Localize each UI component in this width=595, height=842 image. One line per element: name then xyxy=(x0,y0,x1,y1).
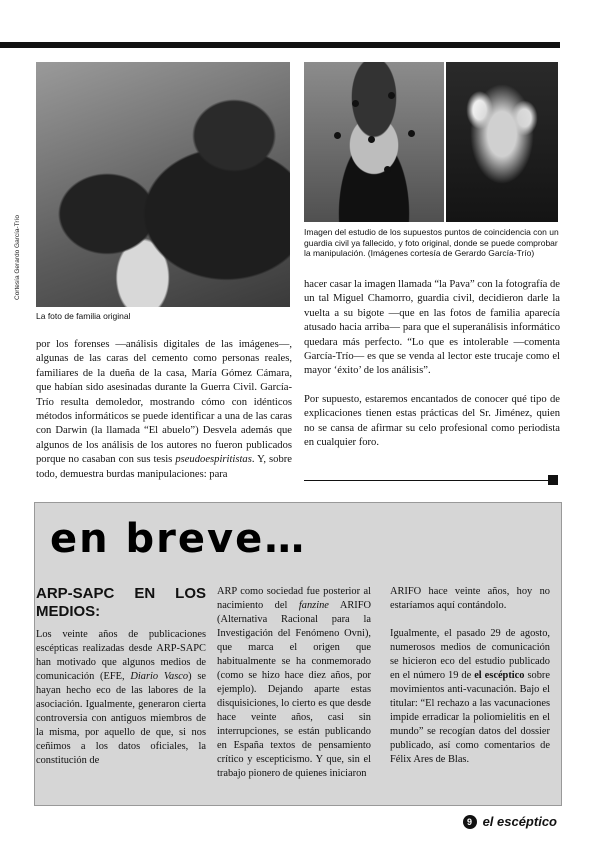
caption-study-images: Imagen del estudio de los supuestos puntos de coincidencia con un guardia civil ya fallecido, y foto original, donde se puede comprobar la manipulación. (Imágenes cortesía de Gerardo García-Trío) xyxy=(304,227,559,258)
paragraph-text: por los forenses —análisis digitales de las imágenes—, algunas de las caras del cemento como personas reales, familiares de la dueña de la casa, María Gómez Cámara, que habían sido asesinadas durante la Guerra Civil. García-Trío resulta demoledor, mostrando cómo con idénticos métodos informáticos se puede identificar a una de las caras con Darwin (la llamada “El abuelo”) Desvela además que algunos de los análisis de los autores no fueron publicados porque no casaban con sus tesis xyxy=(36,339,292,466)
coincidence-point xyxy=(384,166,391,173)
coincidence-point xyxy=(388,92,395,99)
brief-column-3 xyxy=(390,585,550,767)
caption-family-photo: La foto de familia original xyxy=(36,311,131,321)
emphasis-text: pseudoespiritistas xyxy=(175,454,252,466)
family-photo xyxy=(36,62,290,307)
brief-paragraph: ARIFO hace veinte años, hoy no estaríamos aquí contándolo. xyxy=(390,586,550,611)
photo-credit: Cortesía Gerardo García-Trío xyxy=(14,214,21,300)
article-end-rule xyxy=(304,480,548,481)
magazine-name-strong: el escéptico xyxy=(474,670,525,681)
paragraph-text: Los veinte años de publicaciones escépticas realizadas desde ARP-SAPC han motivado que algunos medios de comunicación (EFE, xyxy=(36,629,206,682)
paragraph-text: . Y, sobre todo, demuestra burdas manipulaciones: para xyxy=(36,454,292,480)
coincidence-point xyxy=(368,136,375,143)
coincidence-point xyxy=(408,130,415,137)
brief-column-2 xyxy=(217,585,371,781)
en-breve-title: en breve… xyxy=(50,516,307,562)
emphasis-text: Diario Vasco xyxy=(130,671,189,682)
page-footer xyxy=(463,814,557,829)
guard-photo-with-points xyxy=(304,62,444,222)
emphasis-text: fanzine xyxy=(298,600,329,611)
coincidence-point xyxy=(352,100,359,107)
top-rule xyxy=(0,42,560,48)
article-paragraph: Por supuesto, estaremos encantados de conocer qué tipo de explicaciones tienen estas prácticas del Sr. Jiménez, quien no se cansa de afirmar su celo profesional como periodista en cualquier foro. xyxy=(304,393,560,449)
article-column-right xyxy=(304,278,560,450)
page-number: 9 xyxy=(463,815,477,829)
magazine-name: el escéptico xyxy=(482,814,557,829)
paragraph-text: Igualmente, el pasado 29 de agosto, numerosos medios de comunicación se hicieron eco del estudio publicado en el número 19 de xyxy=(390,628,550,681)
brief-column-1 xyxy=(36,628,206,768)
article-paragraph: hacer casar la imagen llamada “la Pava” con la fotografía de un tal Miguel Chamorro, guardia civil, decidieron darle la vuelta a su bigote —que en las fotos de familia aparecía atusado hacia arriba— para que el superanálisis informático quedara más perfecto. “Lo que es intolerable —comenta García-Trío— es que se venda al lector este trucaje como el mayor ‘éxito’ de los análisis”. xyxy=(304,279,560,377)
paragraph-text: ) se hayan hecho eco de las labores de la asociación. Igualmente, generaron cierta controversia con antiguos miembros de la misma, por aquello de que, si nos ceñimos a los datos oficiales, la constitución de xyxy=(36,671,206,766)
paragraph-text: sobre movimientos anti-vacunación. Bajo el titular: “El rechazo a las vacunaciones impide erradicar la poliomielitis en el mundo” se recogían datos del dossier publicado, así como comentarios de Félix Ares de Blas. xyxy=(390,670,550,765)
coincidence-point xyxy=(334,132,341,139)
paragraph-text: ARIFO (Alternativa Racional para la Investigación del Fenómeno Ovni), que marca el origen que habitualmente se ha conmemorado (como se hizo hace diez años, por ejemplo). Dejando aparte estas disquisiciones, lo cierto es que desde hace veinte años, casi sin interrupciones, se están publicando en España textos de pensamiento crítico y escepticismo. Y que, sin el trabajo pionero de quienes iniciaron xyxy=(217,600,371,779)
cement-face-photo xyxy=(446,62,558,222)
paragraph-text: ARP como sociedad fue posterior al nacimiento del xyxy=(217,586,371,611)
coincidence-point xyxy=(348,162,355,169)
article-end-mark xyxy=(548,475,558,485)
article-column-left xyxy=(36,338,292,482)
brief-heading: ARP-SAPC EN LOS MEDIOS: xyxy=(36,585,206,620)
